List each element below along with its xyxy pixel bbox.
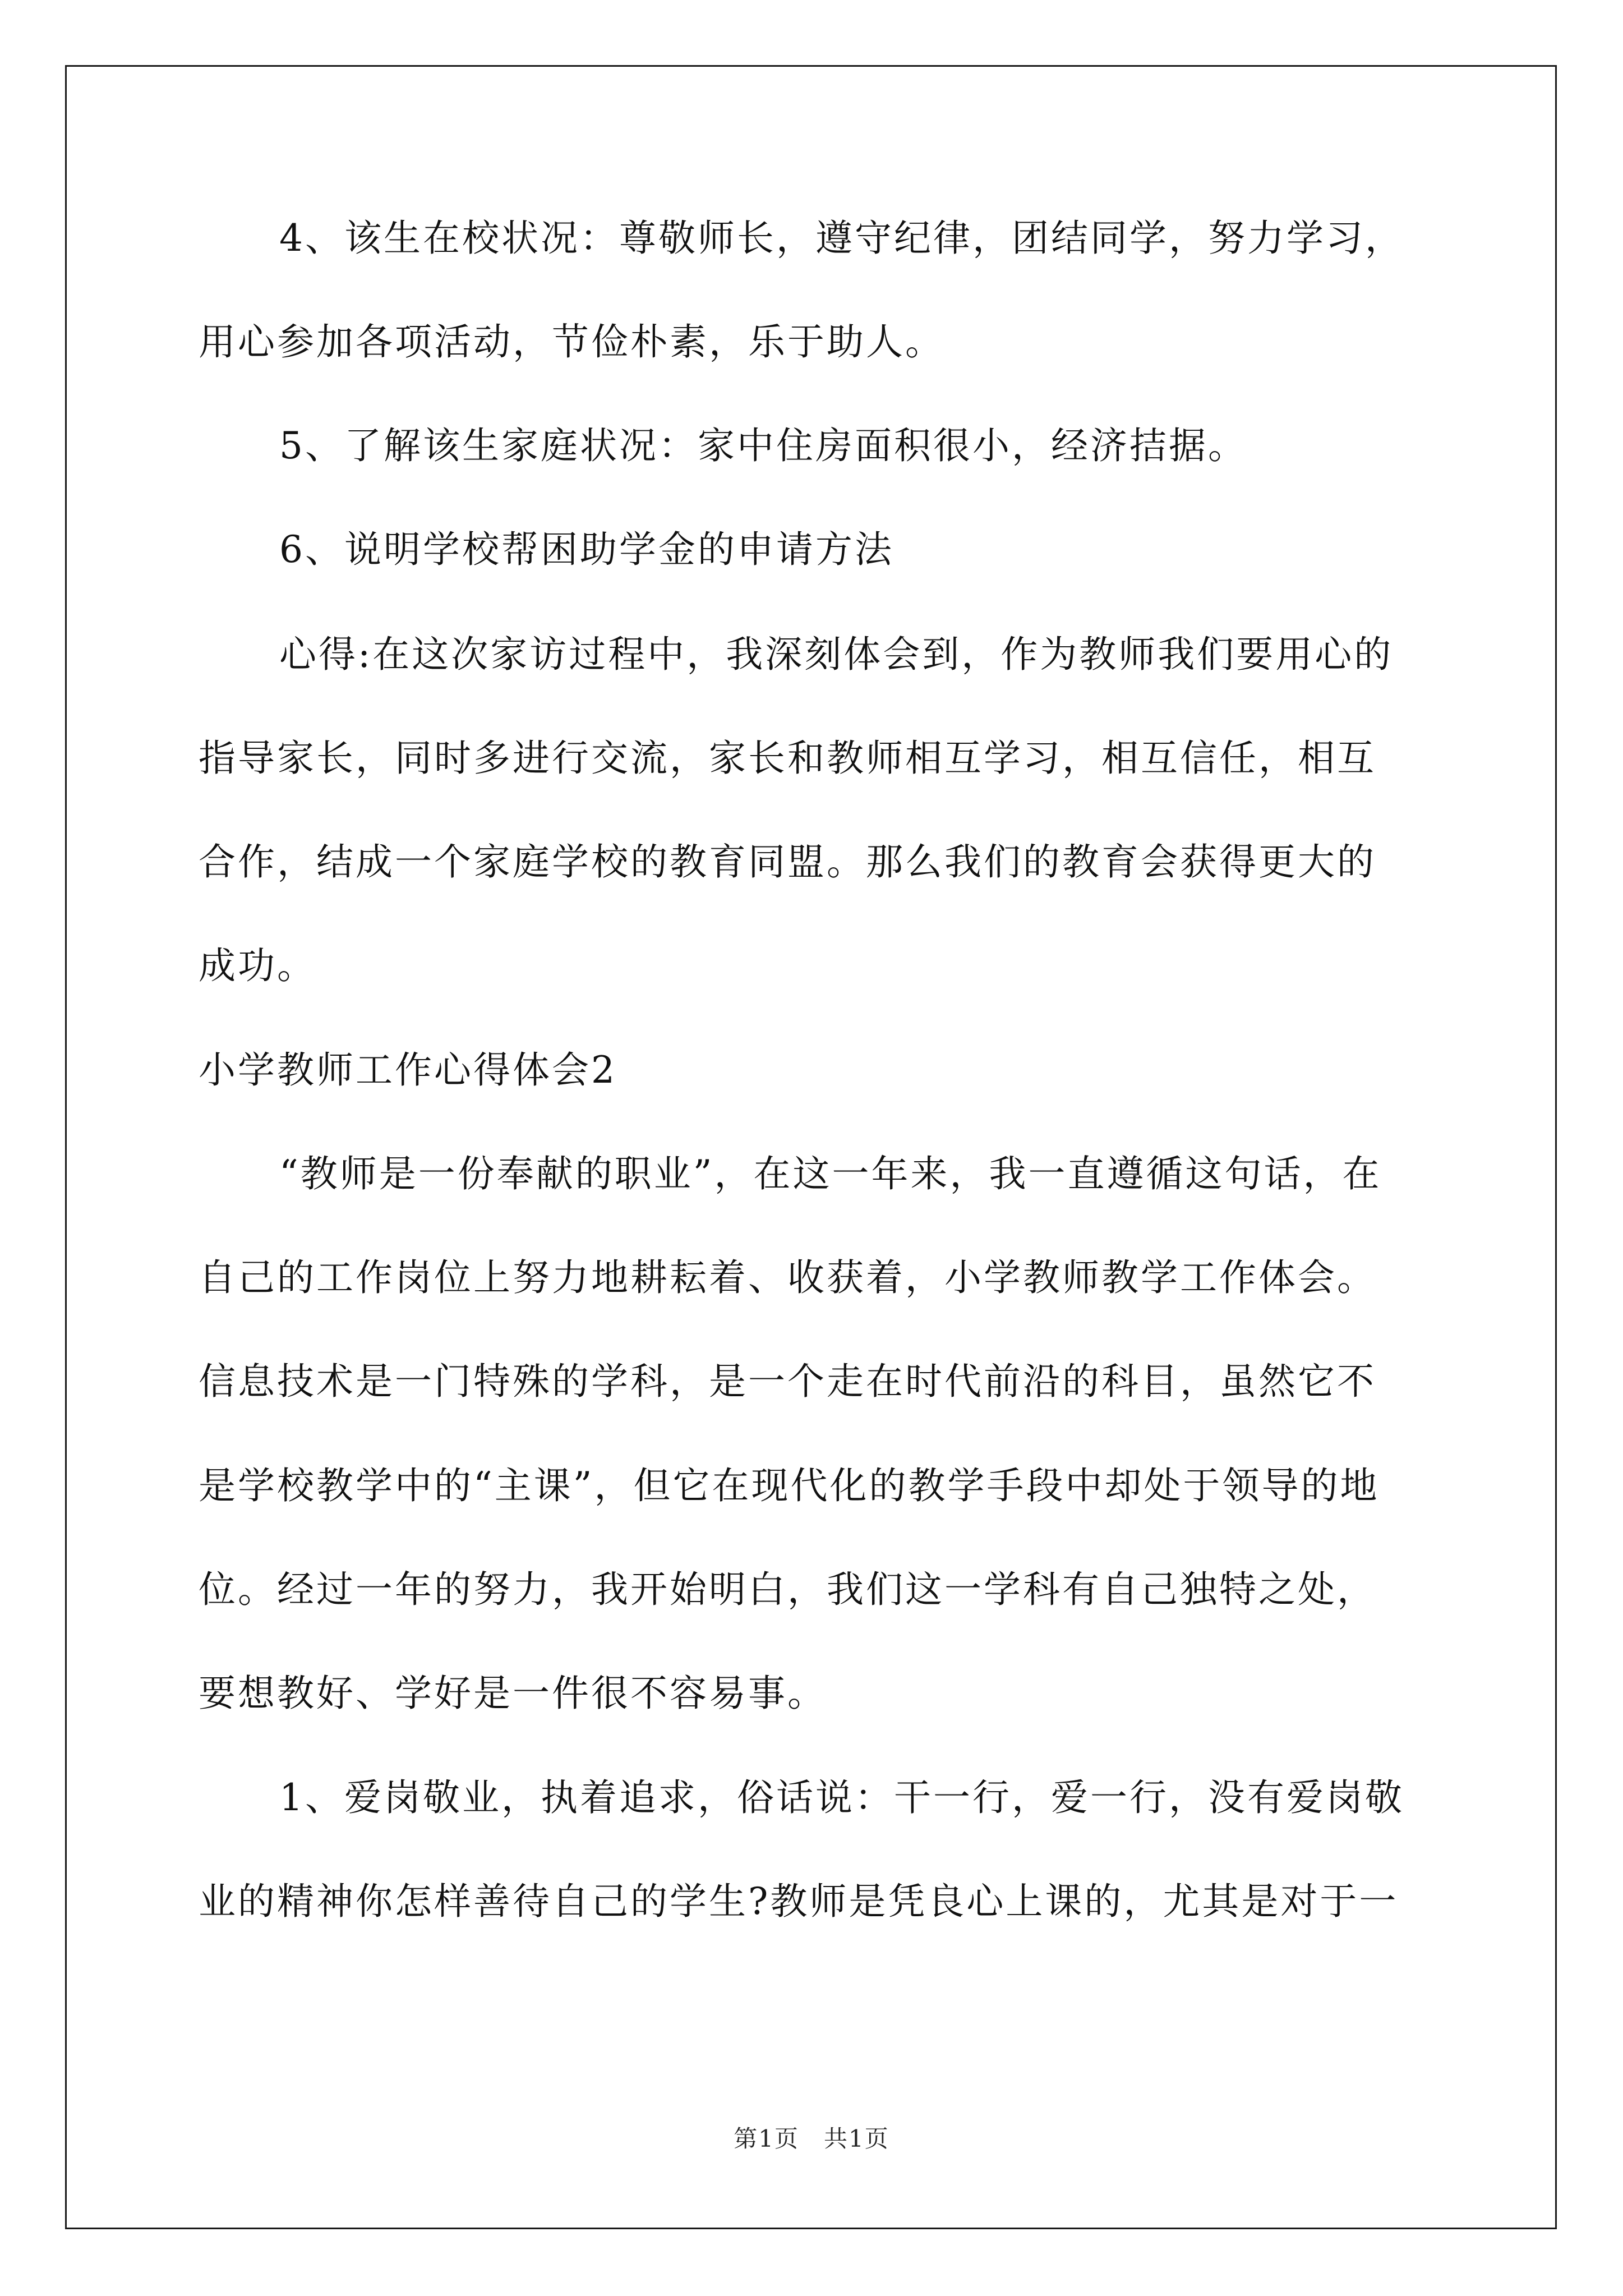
paragraph-line: 是学校教学中的“主课”，但它在现代化的教学手段中却处于领导的地 xyxy=(199,1464,1380,1507)
paragraph-line: 4、该生在校状况：尊敬师长，遵守纪律，团结同学，努力学习， xyxy=(279,217,1404,260)
paragraph-line: 信息技术是一门特殊的学科，是一个走在时代前沿的科目，虽然它不 xyxy=(199,1360,1376,1403)
paragraph-line: 要想教好、学好是一件很不容易事。 xyxy=(199,1672,827,1715)
paragraph-line: 1、爱岗敬业，执着追求，俗话说：干一行，爱一行，没有爱岗敬 xyxy=(279,1776,1404,1819)
paragraph-line: 6、说明学校帮困助学金的申请方法 xyxy=(279,528,894,571)
paragraph-line: 位。经过一年的努力，我开始明白，我们这一学科有自己独特之处， xyxy=(199,1568,1376,1611)
paragraph-line: 指导家长，同时多进行交流，家长和教师相互学习，相互信任，相互 xyxy=(199,737,1376,780)
paragraph-line: 合作，结成一个家庭学校的教育同盟。那么我们的教育会获得更大的 xyxy=(199,840,1376,884)
paragraph-line: 心得:在这次家访过程中，我深刻体会到，作为教师我们要用心的 xyxy=(279,633,1394,676)
paragraph-line: 用心参加各项活动，节俭朴素，乐于助人。 xyxy=(199,320,944,364)
paragraph-line: “教师是一份奉献的职业”，在这一年来，我一直遵循这句话，在 xyxy=(279,1152,1382,1195)
section-heading: 小学教师工作心得体会2 xyxy=(199,1048,617,1092)
paragraph-line: 成功。 xyxy=(199,944,316,987)
page-number-footer: 第1页 共1页 xyxy=(734,2125,889,2152)
paragraph-line: 业的精神你怎样善待自己的学生?教师是凭良心上课的，尤其是对于一 xyxy=(199,1880,1399,1923)
paragraph-line: 5、了解该生家庭状况：家中住房面积很小，经济拮据。 xyxy=(279,424,1247,467)
paragraph-line: 自己的工作岗位上努力地耕耘着、收获着，小学教师教学工作体会。 xyxy=(199,1256,1376,1299)
